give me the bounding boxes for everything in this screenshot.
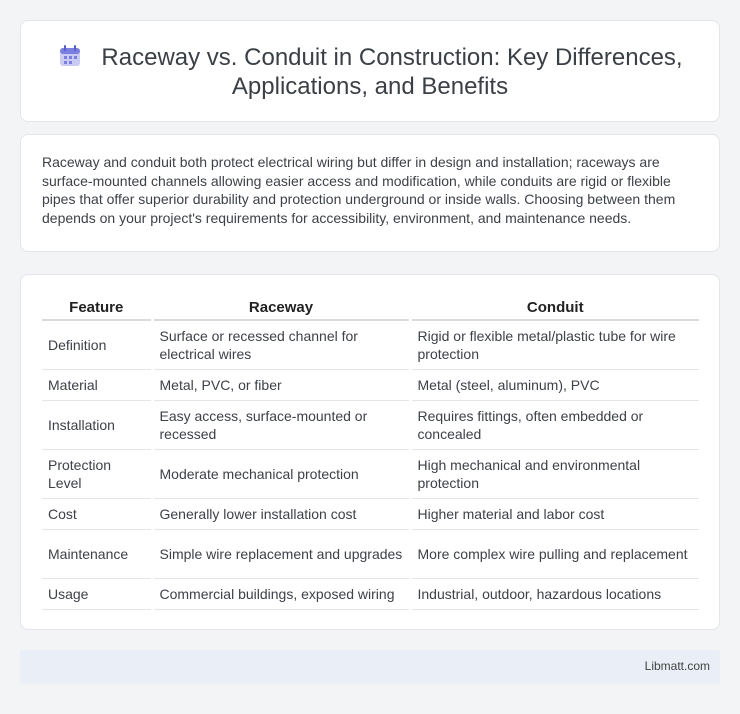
intro-card [20,134,720,252]
cell-conduit: Higher material and labor cost [410,498,699,529]
cell-conduit: More complex wire pulling and replacement [410,529,699,578]
cell-raceway: Metal, PVC, or fiber [152,369,410,400]
cell-conduit: Industrial, outdoor, hazardous locations [410,578,699,609]
title-line-1: Raceway vs. Conduit in Construction: Key Differences, [101,44,683,71]
cell-raceway: Surface or recessed channel for electrical wires [152,320,410,369]
cell-feature: Definition [42,320,152,369]
calendar-icon [57,43,83,69]
table-row [42,529,699,578]
cell-feature: Material [42,369,152,400]
intro-text: Raceway and conduit both protect electrical wiring but differ in design and installation; raceways are surface-mounted channels allowing easier access and modification, while conduits are rigid or flexible pipes that offer superior durability and protection underground or inside walls. Choosing between them depends on your project's requirements for accessibility, environment, and maintenance needs. [42,154,676,226]
footer-bar [20,650,720,684]
table-row [42,369,699,400]
header-conduit: Conduit [410,295,699,320]
title-line-2: Applications, and Benefits [231,73,509,100]
page-title [21,43,719,101]
cell-feature: Cost [42,498,152,529]
cell-raceway: Commercial buildings, exposed wiring [152,578,410,609]
cell-conduit: Rigid or flexible metal/plastic tube for wire protection [410,320,699,369]
cell-raceway: Moderate mechanical protection [152,449,410,498]
header-card [20,20,720,122]
table-header-row [42,295,699,320]
cell-conduit: Metal (steel, aluminum), PVC [410,369,699,400]
cell-feature: Installation [42,400,152,449]
cell-feature: Usage [42,578,152,609]
comparison-table [42,295,699,610]
cell-feature: Maintenance [42,529,152,578]
cell-conduit: High mechanical and environmental protection [410,449,699,498]
cell-raceway: Easy access, surface-mounted or recessed [152,400,410,449]
table-row [42,498,699,529]
cell-raceway: Simple wire replacement and upgrades [152,529,410,578]
cell-conduit: Requires fittings, often embedded or concealed [410,400,699,449]
table-row [42,400,699,449]
cell-raceway: Generally lower installation cost [152,498,410,529]
table-row [42,320,699,369]
comparison-table-card [20,274,720,630]
header-raceway: Raceway [152,295,410,320]
table-row [42,578,699,609]
header-feature: Feature [42,295,152,320]
table-row [42,449,699,498]
footer-brand-link[interactable]: Libmatt.com [644,659,710,673]
cell-feature: Protection Level [42,449,152,498]
